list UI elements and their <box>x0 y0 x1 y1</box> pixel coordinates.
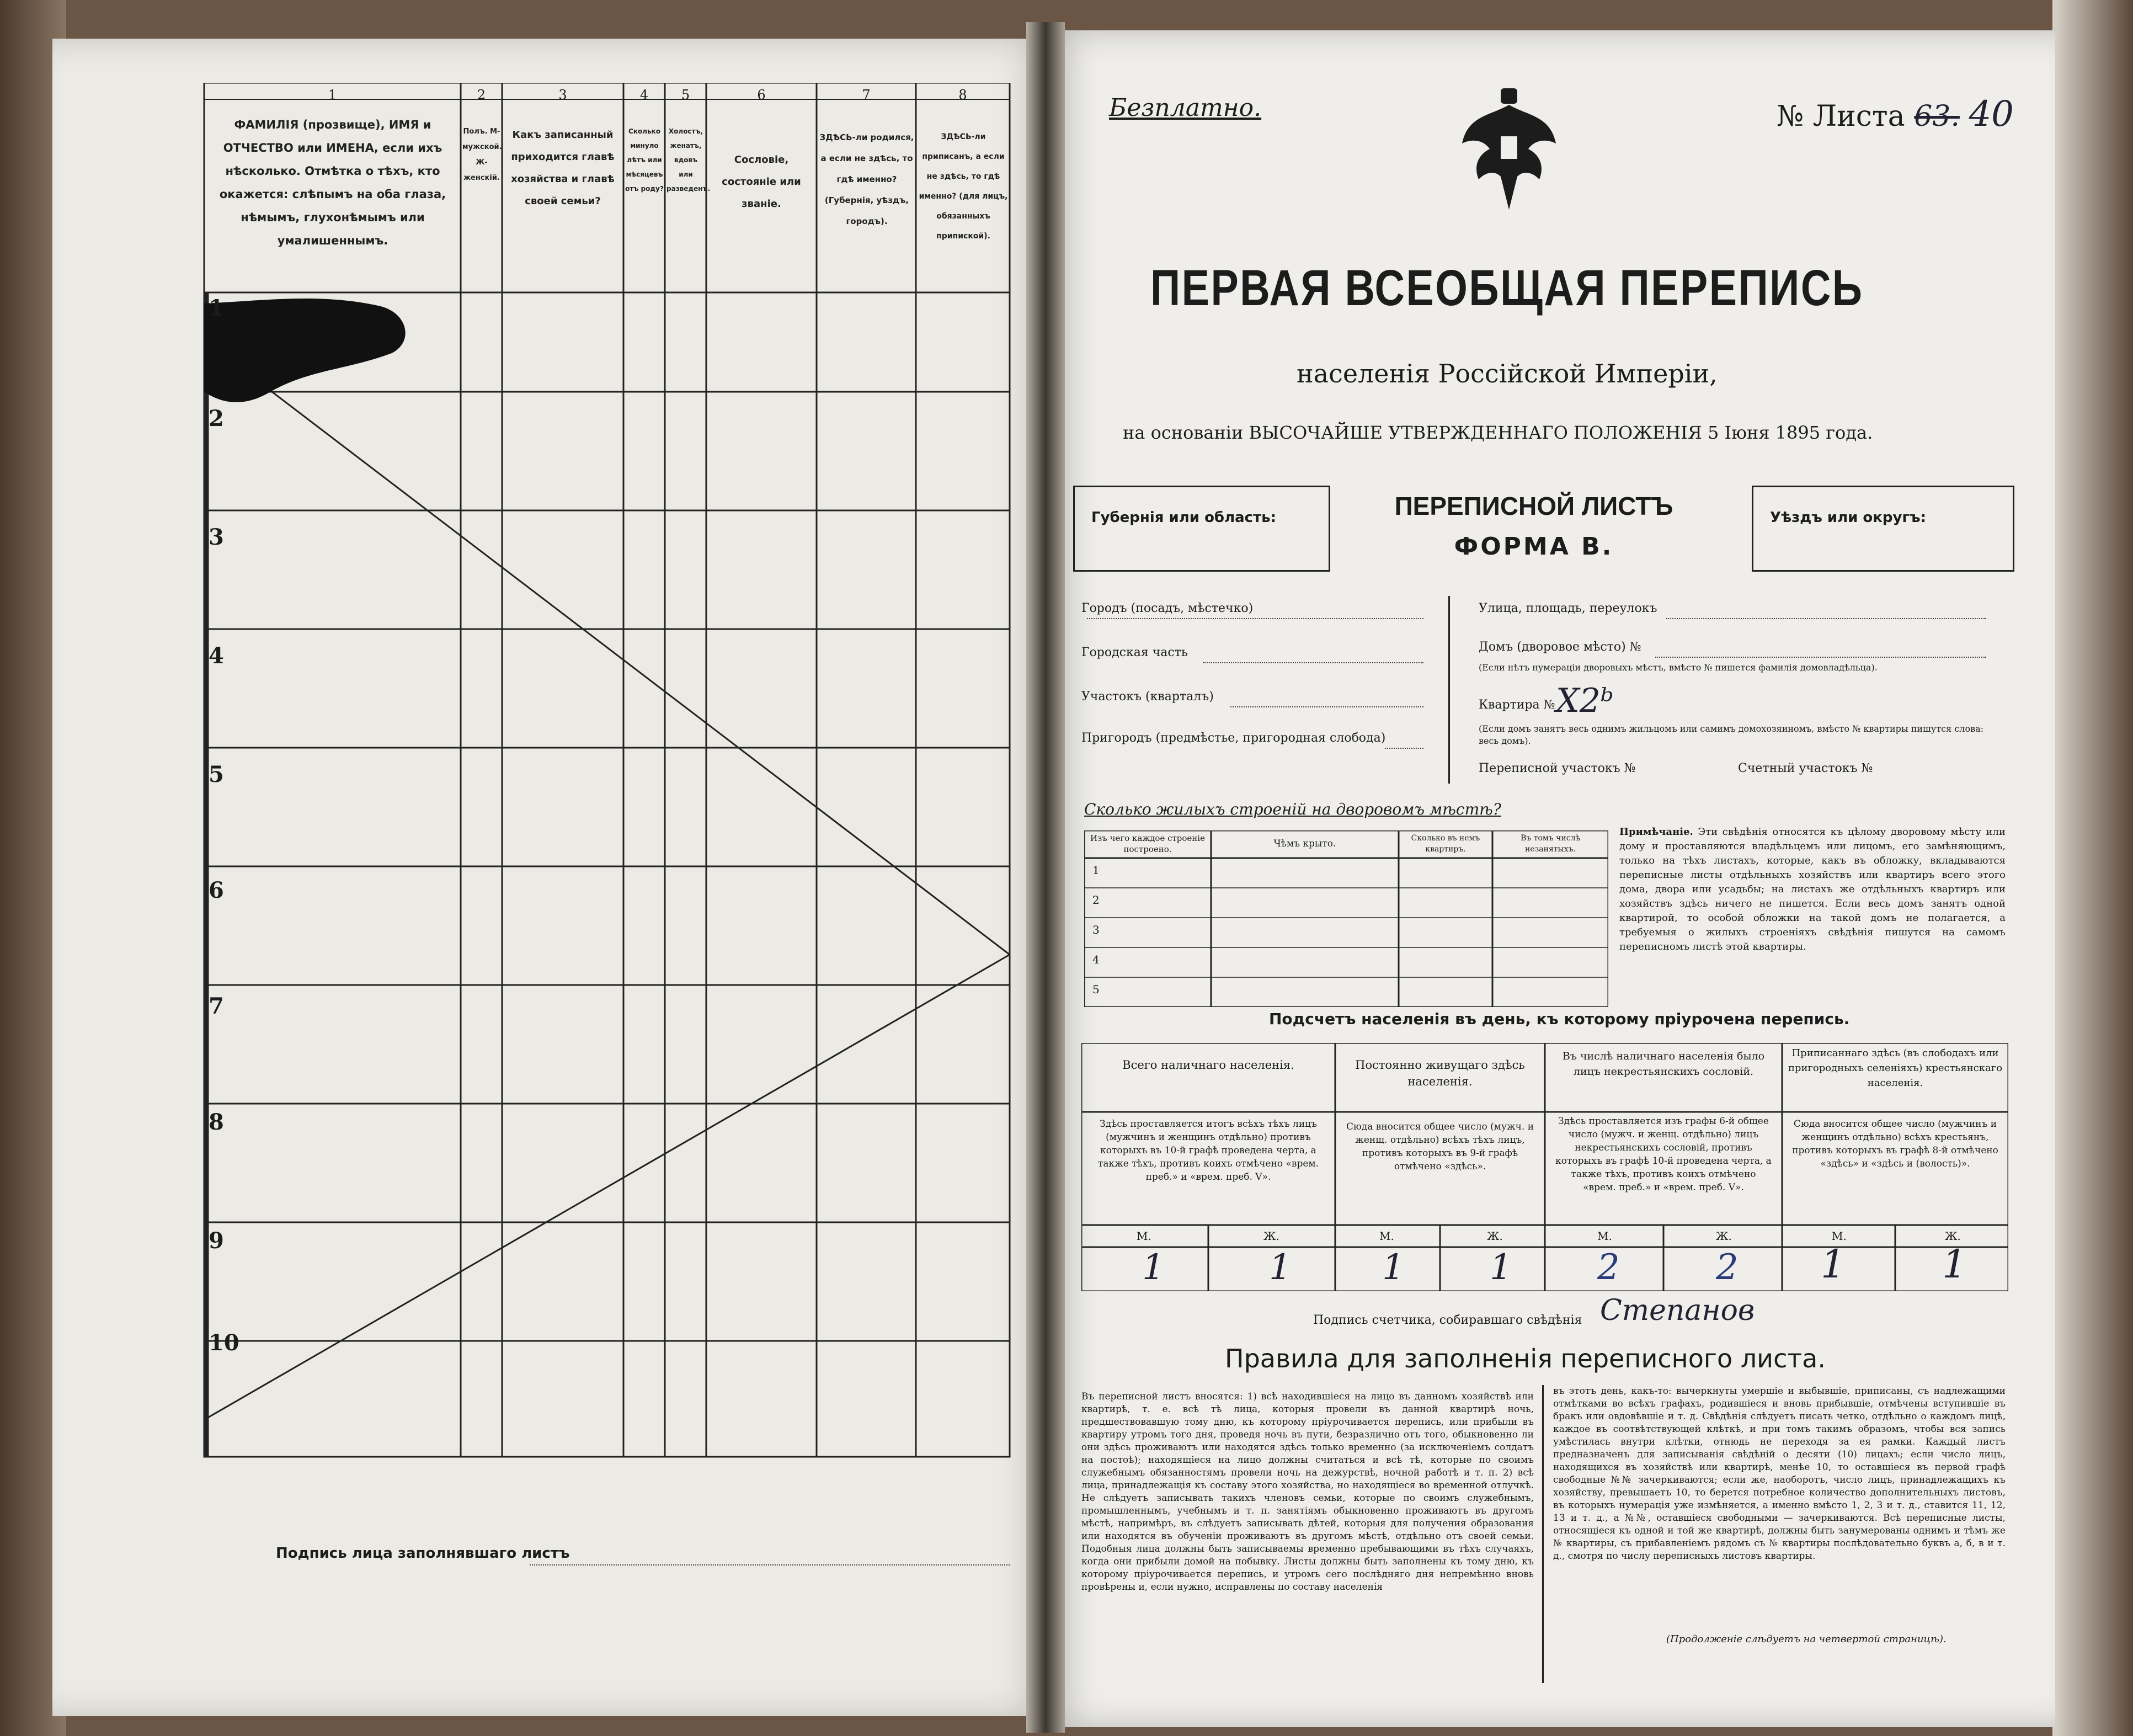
row-number: 2 <box>209 406 224 432</box>
row-number: 1 <box>209 295 224 321</box>
header-birthplace: ЗДѢСЬ-ли родился, а если не здѣсь, то гдѣ именно? (Губернія, уѣздъ, городъ). <box>819 132 914 226</box>
col-number: 5 <box>681 87 690 103</box>
sheet-number-handwritten: 40 <box>1969 94 2014 135</box>
rules-right: въ этотъ день, какъ-то: вычеркнуты умершіе и выбывшіе, приписаны, съ надлежащими отмѣтками во всѣхъ графахъ, родившіеся и вновь прибывшіе, отмѣчены вступившіе въ бракъ или овдовѣвшіе и т. д. Свѣдѣнія слѣдуетъ писать четко, отдѣльно о каждомъ лицѣ, каждое въ соотвѣтствующей клѣткѣ, и при томъ такимъ образомъ, чтобы вся запись умѣстилась внутри клѣтки, отнюдь не переходя за ея рамки. Каждый листъ предназначенъ для записыванія свѣдѣній о десяти (10) лицахъ; если число лицъ, находящихся въ хозяйствѣ или квартирѣ, менѣе 10, то оставшіеся въ первой графѣ свободные №№ зачеркиваются; если же, наоборотъ, число лицъ, принадлежащихъ къ хозяйству, превышаетъ 10, то берется потребное количество дополнительныхъ листовъ, въ которыхъ нумерація уже измѣняется, а именно вмѣсто 1, 2, 3 и т. д., ставится 11, 12, 13 и т. д., а №№, оставшіеся свободными — зачеркиваются. Всѣ переписные листы, относящіеся къ одной и той же квартирѣ, должны быть занумерованы однимъ и тѣмъ же № квартиры, съ прибавленіемъ рядомъ съ № квартиры послѣдовательно буквъ а, б, в и т. д., смотря по числу переписныхъ листовъ квартиры. <box>1553 1386 2006 1562</box>
field-apartment: Квартира № <box>1479 698 1555 712</box>
buildings-question: Сколько жилыхъ строеній на дворовомъ мѣстѣ? <box>1084 800 1501 818</box>
field-divider <box>1448 596 1450 784</box>
province-box <box>1073 486 1330 572</box>
sex-label: Ж. <box>1945 1229 1961 1243</box>
district-label: Уѣздъ или округъ: <box>1770 509 1926 526</box>
field-house: Домъ (дворовое мѣсто) № <box>1479 640 1641 654</box>
free-label: Безплатно. <box>1109 94 1262 122</box>
col-number: 8 <box>958 87 967 103</box>
tally-head: Въ числѣ наличнаго населенія было лицъ некрестьянскихъ сословій. <box>1562 1050 1765 1078</box>
rules-divider <box>1542 1385 1544 1683</box>
counter-sign-label: Подпись счетчика, собиравшаго свѣдѣнія <box>1313 1313 1582 1327</box>
tally-value: 1 <box>1942 1242 1967 1287</box>
field-precinct: Участокъ (кварталъ) <box>1081 690 1214 704</box>
field-census-district: Переписной участокъ № <box>1479 762 1636 775</box>
header-age: Сколько минуло лѣтъ или мѣсяцевъ отъ роду? <box>625 127 664 193</box>
tally-value: 1 <box>1490 1247 1512 1288</box>
buildings-header: Въ томъ числѣ незанятыхъ. <box>1521 834 1580 854</box>
left-census-table <box>182 83 1021 1529</box>
buildings-header: Сколько въ немъ квартиръ. <box>1411 834 1480 854</box>
tally-table <box>1081 1043 2008 1291</box>
field-city-part: Городская часть <box>1081 646 1188 659</box>
field-counting-district: Счетный участокъ № <box>1738 762 1873 775</box>
row-number: 10 <box>209 1330 239 1356</box>
tally-body: Здѣсь проставляется итогъ всѣхъ тѣхъ лицъ (мужчинъ и женщинъ отдѣльно) противъ которыхъ въ 10-й графѣ проведена черта, а также тѣхъ, противъ коихъ отмѣчено «врем. преб.» и «врем. преб. V». <box>1097 1119 1319 1183</box>
tally-head: Всего наличнаго населенія. <box>1122 1058 1294 1072</box>
sex-label: Ж. <box>1716 1229 1732 1243</box>
field-suburb: Пригородъ (предмѣстье, пригородная слобода) <box>1081 731 1386 745</box>
col-number: 2 <box>477 87 486 103</box>
province-label: Губернія или область: <box>1091 509 1276 526</box>
note-text: Эти свѣдѣнія относятся къ цѣлому дворовому мѣсту или дому и проставляются владѣльцемъ или лицомъ, его замѣняющимъ, только на тѣхъ листахъ, которые, какъ въ обложку, вкладываются переписные листы отдѣльныхъ хозяйствъ или квартиръ всего этого дома, двора или усадьбы; на листахъ же отдѣльныхъ квартиръ или хозяйствъ здѣсь ничего не пишется. Если весь домъ занятъ одной квартирой, то особой обложки на такой домъ не полагается, а требуемыя о жилыхъ строеніяхъ свѣдѣнія пишутся на самомъ переписномъ листѣ этой квартиры. <box>1619 826 2006 952</box>
col-number: 1 <box>328 87 337 103</box>
header-registration: ЗДѢСЬ-ли приписанъ, а если не здѣсь, то гдѣ именно? (для лицъ, обязанныхъ припиской). <box>919 132 1008 241</box>
row-number: 3 <box>209 524 224 550</box>
header-sex: Полъ. М-мужской. Ж-женскій. <box>462 127 502 182</box>
counter-signature: Степанов <box>1600 1294 1755 1327</box>
form-subtitle: ФОРМА В. <box>1454 532 1614 561</box>
row-number: 9 <box>209 1228 224 1254</box>
field-line <box>1203 662 1423 663</box>
row-number: 7 <box>209 993 224 1019</box>
field-house-note: (Если нѣтъ нумераціи дворовыхъ мѣстъ, вмѣсто № пишется фамилія домовладѣльца). <box>1479 662 1878 673</box>
continued-note: (Продолженіе слѣдуетъ на четвертой страницѣ). <box>1666 1633 1947 1645</box>
buildings-table <box>1084 830 1608 1007</box>
sex-label: Ж. <box>1487 1229 1503 1243</box>
sheet-label: № Листа <box>1777 100 1905 133</box>
sex-label: М. <box>1137 1229 1151 1243</box>
field-line <box>1230 706 1423 707</box>
tally-body: Сюда вносится общее число (мужч. и женщ. отдѣльно) всѣхъ тѣхъ лицъ, противъ которыхъ въ 9-й графѣ отмѣчено «здѣсь». <box>1346 1121 1534 1172</box>
buildings-row: 3 <box>1092 923 1100 936</box>
buildings-row: 2 <box>1092 893 1100 907</box>
tally-body: Сюда вносится общее число (мужчинъ и женщинъ отдѣльно) всѣхъ крестьянъ, противъ которыхъ въ графѣ 8-й отмѣчено «здѣсь» и «здѣсь и (волость)». <box>1792 1119 1998 1169</box>
rules-title: Правила для заполненія переписного листа. <box>1225 1344 1826 1373</box>
tally-title: Подсчетъ населенія въ день, къ которому пріурочена перепись. <box>1269 1010 1850 1028</box>
tally-value: 1 <box>1142 1247 1165 1288</box>
buildings-row: 4 <box>1092 953 1100 966</box>
row-number: 8 <box>209 1109 224 1135</box>
apartment-handwritten: X2ᵇ <box>1556 681 1614 720</box>
buildings-row: 1 <box>1092 864 1100 877</box>
field-street: Улица, площадь, переулокъ <box>1479 601 1657 615</box>
sex-label: М. <box>1832 1229 1847 1243</box>
imperial-eagle-emblem <box>1457 83 1561 215</box>
rules-left: Въ переписной листъ вносятся: 1) всѣ находившіеся на лицо въ данномъ хозяйствѣ или квартирѣ, т. е. всѣ тѣ лица, которыя провели въ данной квартирѣ ночь, предшествовавшую тому дню, къ которому пріурочивается перепись, или прибыли въ квартиру утромъ того дня, проведя ночь въ пути, безразлично отъ того, обыкновенно ли они здѣсь проживаютъ или находятся здѣсь только временно (за исключеніемъ солдатъ на постоѣ); находящіеся на лицо должны считаться и всѣ тѣ, которые по своимъ служебнымъ обязанностямъ провели ночь на дежурствѣ, ночной работѣ и т. п. 2) всѣ лица, принадлежащія къ составу этого хозяйства, но находящіеся во временной отлучкѣ. Не слѣдуетъ записывать такихъ членовъ семьи, которые по своимъ служебнымъ, промышленнымъ, учебнымъ и т. п. занятіямъ обыкновенно проживаютъ въ другомъ мѣстѣ, напримѣръ, въ слѣдуетъ записывать дѣтей, которыя для получения образования или находятся въ обученіи проживаютъ въ другомъ мѣстѣ, отдѣльно отъ своей семьи. Подобныя лица должны быть записываемы временно пребывающими въ тѣхъ случаяхъ, когда они прибыли домой на побывку. Листы должны быть заполнены къ тому дню, къ которому пріурочивается перепись, и утромъ сего послѣдняго дня непремѣнно вновь провѣрены и, если нужно, исправлены по составу населенія <box>1081 1391 1534 1593</box>
tally-value: 2 <box>1716 1247 1739 1288</box>
buildings-header: Изъ чего каждое строеніе построено. <box>1090 833 1205 854</box>
left-signature-label: Подпись лица заполнявшаго листъ <box>276 1545 570 1562</box>
left-signature-line <box>530 1564 1010 1565</box>
field-line <box>1655 657 1986 658</box>
tally-value: 1 <box>1382 1247 1405 1288</box>
form-title: ПЕРЕПИСНОЙ ЛИСТЪ <box>1394 492 1673 520</box>
field-line <box>1666 618 1986 619</box>
header-relation: Какъ записанный приходится главѣ хозяйства и главѣ своей семьи? <box>511 129 615 207</box>
binding-right-edge <box>2052 0 2133 1736</box>
tally-head: Приписаннаго здѣсь (въ слободахъ или пригородныхъ селеніяхъ) крестьянскаго населенія. <box>1788 1047 2003 1089</box>
row-number: 4 <box>209 643 224 669</box>
buildings-row: 5 <box>1092 983 1100 996</box>
tally-value: 2 <box>1597 1247 1620 1288</box>
tally-value: 1 <box>1269 1247 1292 1288</box>
header-marital: Холостъ, женатъ, вдовъ или разведенъ. <box>666 127 711 193</box>
col-number: 4 <box>639 87 649 103</box>
book-gutter <box>1026 22 1065 1733</box>
field-city: Городъ (посадъ, мѣстечко) <box>1081 601 1254 615</box>
note-title: Примѣчаніе. <box>1619 826 1693 838</box>
row-number: 5 <box>209 762 224 787</box>
col-number: 3 <box>558 87 567 103</box>
field-apartment-note: (Если домъ занятъ весь однимъ жильцомъ или самимъ домохозяиномъ, вмѣсто № квартиры пишутся слова: весь домъ). <box>1479 723 1984 746</box>
census-subtitle: населенія Россійской Имперіи, <box>1297 359 1718 388</box>
ink-blot <box>204 299 406 402</box>
sheet-number-struck: 63. <box>1914 100 1960 133</box>
buildings-grid <box>1084 830 1608 1007</box>
tally-body: Здѣсь проставляется изъ графы 6-й общее число (мужч. и женщ. отдѣльно) лицъ некрестьянскихъ сословій, противъ которыхъ въ графѣ 10-й проведена черта, а также тѣхъ, противъ коихъ отмѣчено «врем. преб.» и «врем. преб. V». <box>1555 1116 1772 1193</box>
col-number: 6 <box>757 87 766 103</box>
note-block <box>1619 825 2006 954</box>
census-basis: на основаніи ВЫСОЧАЙШЕ УТВЕРЖДЕННАГО ПОЛОЖЕНІЯ 5 Іюня 1895 года. <box>1123 422 1873 443</box>
row-number: 6 <box>209 877 224 903</box>
address-fields <box>1081 596 1992 806</box>
tally-value: 1 <box>1821 1242 1846 1287</box>
header-estate: Сословіе, состояніе или званіе. <box>722 154 801 210</box>
left-table-grid <box>182 83 1021 1529</box>
tally-head: Постоянно живущаго здѣсь населенія. <box>1355 1058 1525 1088</box>
sex-label: Ж. <box>1263 1229 1279 1243</box>
buildings-header: Чѣмъ крыто. <box>1273 838 1336 849</box>
sex-label: М. <box>1379 1229 1394 1243</box>
col-number: 7 <box>862 87 871 103</box>
sex-label: М. <box>1597 1229 1612 1243</box>
header-name: ФАМИЛІЯ (прозвище), ИМЯ и ОТЧЕСТВО или ИМЕНА, если ихъ нѣсколько. Отмѣтка о тѣхъ, кто окажется: слѣпымъ на оба глаза, нѣмымъ, глухонѣмымъ или умалишеннымъ. <box>219 118 446 247</box>
field-line <box>1087 618 1423 619</box>
district-box <box>1752 486 2014 572</box>
field-line <box>1385 748 1423 749</box>
sheet-number-label <box>1777 94 2014 135</box>
census-title: ПЕРВАЯ ВСЕОБЩАЯ ПЕРЕПИСЬ <box>1150 260 1864 316</box>
